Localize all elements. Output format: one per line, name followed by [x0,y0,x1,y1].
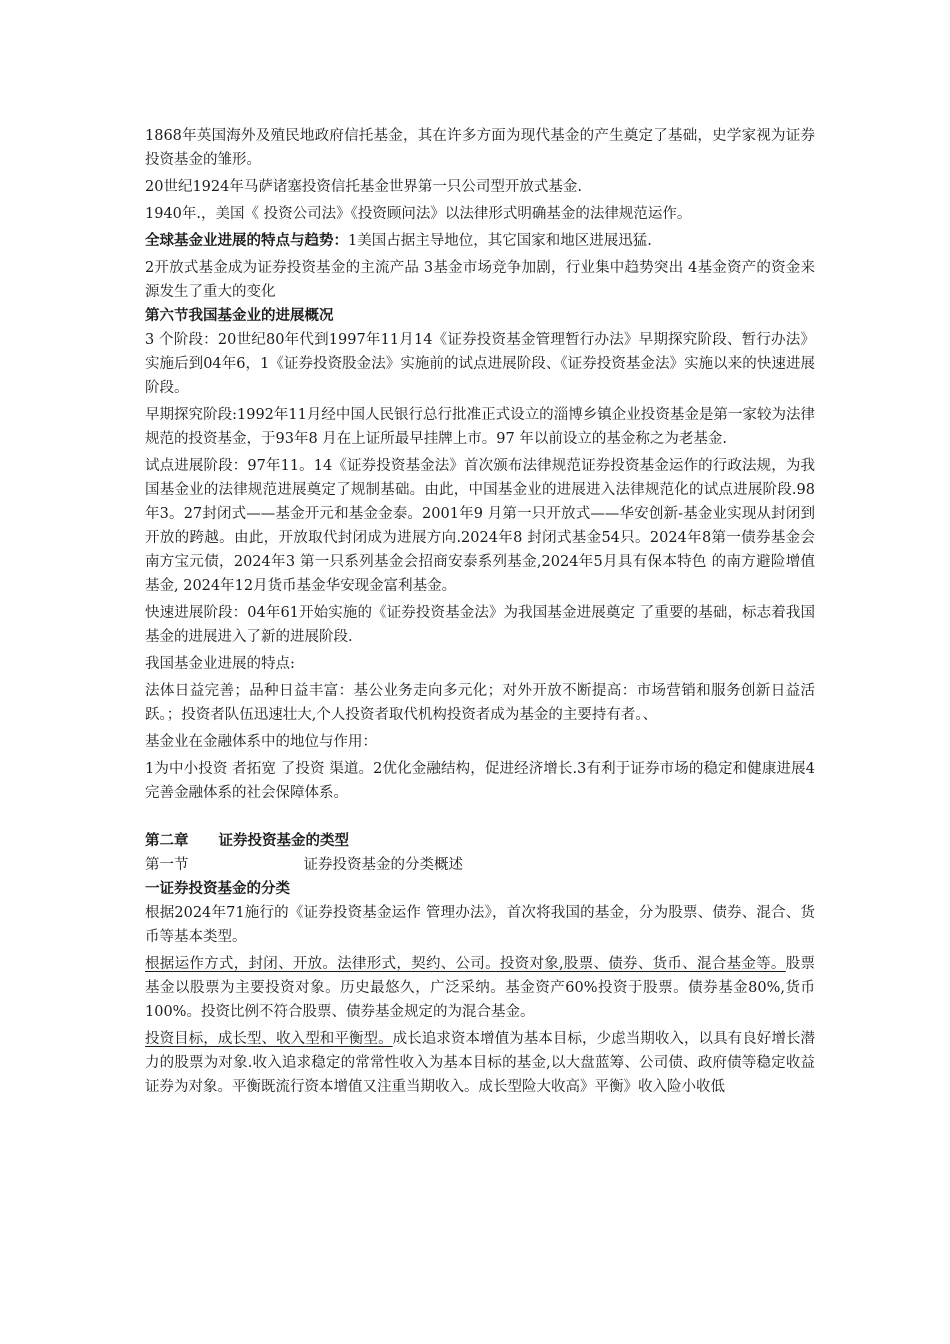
paragraph-by-operation [145,952,815,1024]
paragraph-1940-law: 1940年.，美国《 投资公司法》《投资顾问法》以法律形式明确基金的法律规范运作。 [145,206,692,222]
global-trends-text: 1美国占据主导地位，其它国家和地区进展迅猛. [348,233,652,249]
section-heading-1 [145,853,815,877]
paragraph-role-heading: 基金业在金融体系中的地位与作用： [145,734,377,750]
paragraph-trends-list: 2开放式基金成为证券投资基金的主流产品 3基金市场竞争加剧，行业集中趋势突出 4基金资产的资金来源发生了重大的变化 [145,260,815,300]
document-page [145,124,815,1099]
objective-underlined: 投资目标，成长型、收入型和平衡型。 [145,1031,393,1047]
paragraph-by-objective [145,1027,815,1099]
objective-text: 成长追求资本增值为基本目标，少虑当期收入，以具有良好增长潜力的股票为对象.收入追求稳定的常常性收入为基本目标的基金,以大盘蓝筹、公司债、政府债等稳定收益证券为对象。平衡既流行资本增值又注重当期收入。成长型险大收高》平衡》收入险小收低 [145,1031,816,1095]
paragraph-three-stages: 3 个阶段：20世纪80年代到1997年11月14《证券投资基金管理暂行办法》早期探究阶段、暂行办法》实施后到04年6，1《证券投资股金法》实施前的试点进展阶段、《证券投资基金法》实施以来的快速进展 阶段。 [145,332,815,396]
global-trends-heading: 全球基金业进展的特点与趋势： [145,233,348,249]
paragraph-features: 法体日益完善；品种日益丰富：基公业务走向多元化；对外开放不断提高：市场营销和服务创新日益活跃。；投资者队伍迅速壮大,个人投资者取代机构投资者成为基金的主要持有者。、 [145,683,815,723]
paragraph-early-stage: 早期探究阶段:1992年11月经中国人民银行总行批准正式设立的淄博乡镇企业投资基金是第一家较为法律规范的投资基金，于93年8 月在上证所最早挂牌上市。97 年以前设立的基金称之为老基金. [145,407,815,447]
section-title: 证券投资基金的分类概述 [303,857,463,873]
paragraph-1868-trust: 1868年英国海外及殖民地政府信托基金，其在许多方面为现代基金的产生奠定了基础，史学家视为证券投资基金的雏形。 [145,128,815,168]
section-heading-6: 第六节我国基金业的进展概况 [145,308,334,324]
chapter-number: 第二章 [145,833,189,849]
section-number: 第一节 [145,857,189,873]
classification-heading: 一证券投资基金的分类 [145,881,290,897]
paragraph-regulation: 根据2024年71施行的《证券投资基金运作 管理办法》，首次将我国的基金，分为股票、债券、混合、货币等基本类型。 [145,905,815,945]
paragraph-features-heading: 我国基金业进展的特点: [145,656,295,672]
paragraph-global-trends [145,229,815,253]
paragraph-rapid-stage: 快速进展阶段：04年61开始实施的《证券投资基金法》为我国基金进展奠定 了重要的基础，标志着我国基金的进展进入了新的进展阶段. [145,605,815,645]
operation-text: 股票基金以股票为主要投资对象。历史最悠久，广泛采纳。基金资产60%投资于股票。债券基金80%,货币100%。投资比例不符合股票、债券基金规定的为混合基金。 [145,956,816,1020]
chapter-title: 证券投资基金的类型 [218,833,349,849]
paragraph-pilot-stage: 试点进展阶段：97年11。14《证券投资基金法》首次颁布法律规范证券投资基金运作的行政法规，为我国基金业的法律规范进展奠定了规制基础。由此，中国基金业的进展进入法律规范化的试点进展阶段.98年3。27封闭式——基金开元和基金金泰。2001年9 月第一只开放式——华安创新-基金业实现从封闭到开放的跨越。由此，开放取代封闭成为进展方向.2024年8 封闭式基金54只。2024年8第一债券基金会南方宝元债，2024年3 第一只系列基金会招商安泰系列基金,2024年5月具有保本特色 的南方避险增值基金, 2024年12月货币基金华安现金富利基金。 [145,458,815,594]
operation-underlined: 根据运作方式，封闭、开放。法律形式，契约、公司。投资对象,股票、债券、货币、混合基金等。 [145,956,786,972]
paragraph-1924-fund: 20世纪1924年马萨诸塞投资信托基金世界第一只公司型开放式基金. [145,179,582,195]
chapter-heading [145,829,815,853]
paragraph-role: 1为中小投资 者拓宽 了投资 渠道。2优化金融结构，促进经济增长.3有利于证券市场的稳定和健康进展4完善金融体系的社会保障体系。 [145,761,815,801]
